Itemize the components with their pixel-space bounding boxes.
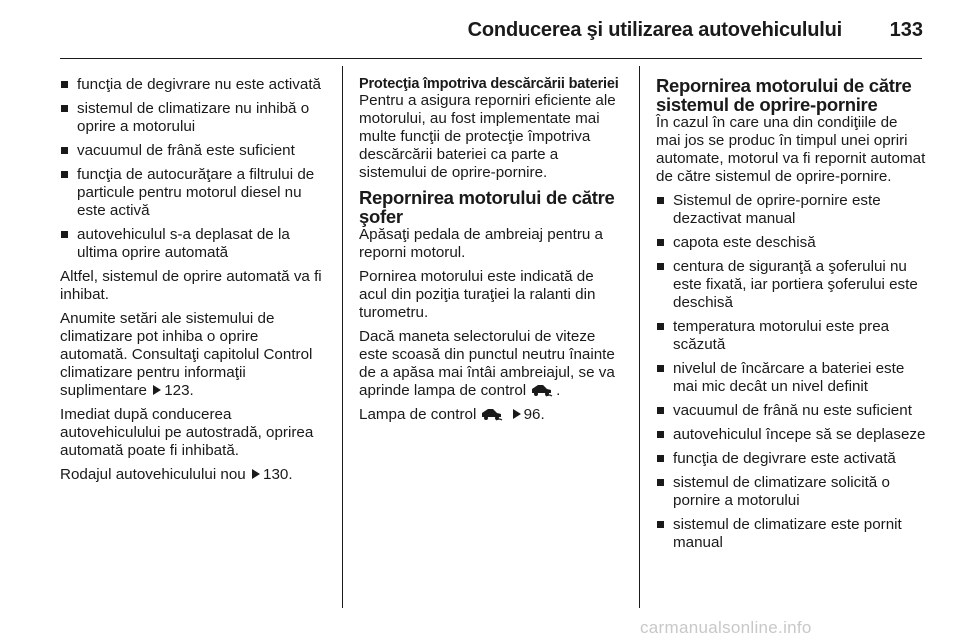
square-bullet-icon (657, 197, 664, 204)
condition-list-1 (60, 76, 328, 262)
list-item: Sistemul de oprire-pornire este dezactivat manual (656, 192, 926, 228)
list-item: sistemul de climatizare solicită o pornire a motorului (656, 474, 926, 510)
page-header (0, 0, 960, 58)
paragraph: În cazul în care una din condiţiile de mai jos se produc în timpul unei opriri automate, motorul va fi repornit automat de către sistemul de oprire-pornire. (656, 114, 926, 185)
list-item: funcţia de degivrare nu este activată (60, 76, 328, 94)
page-reference[interactable]: 96. (511, 406, 545, 423)
car-slip-icon (530, 383, 554, 397)
restart-condition-list (656, 192, 926, 552)
page-title: Conducerea şi utilizarea autovehiculului (467, 19, 842, 41)
list-item: centura de siguranţă a şoferului nu este fixată, iar portiera şoferului este deschisă (656, 258, 926, 312)
paragraph: Lampa de control 96. (359, 406, 545, 423)
square-bullet-icon (61, 147, 68, 154)
column-2 (359, 76, 625, 430)
list-item: capota este deschisă (656, 234, 926, 252)
square-bullet-icon (657, 407, 664, 414)
list-item: nivelul de încărcare a bateriei este mai mic decât un nivel definit (656, 360, 926, 396)
watermark: carmanualsonline.info (640, 618, 812, 637)
paragraph: Dacă maneta selectorului de viteze este scoasă din punctul neutru înainte de a apăsa mai întâi ambreiajul, se va aprinde lampa de control . (359, 328, 615, 399)
car-slip-icon (480, 407, 504, 421)
column-1 (60, 76, 328, 490)
section-heading: Protecţia împotriva descărcării bateriei (359, 76, 619, 92)
list-item: vacuumul de frână nu este suficient (656, 402, 926, 420)
square-bullet-icon (61, 171, 68, 178)
list-item: funcţia de autocurăţare a filtrului de particule pentru motorul diesel nu este activă (60, 166, 328, 220)
paragraph: Rodajul autovehiculului nou 130. (60, 466, 293, 483)
square-bullet-icon (61, 231, 68, 238)
column-divider-1 (342, 66, 343, 608)
list-item: autovehiculul s-a deplasat de la ultima oprire automată (60, 226, 328, 262)
list-item: sistemul de climatizare nu inhibă o oprire a motorului (60, 100, 328, 136)
paragraph: Anumite setări ale sistemului de climatizare pot inhiba o oprire automată. Consultaţi capitolul Control climatizare pentru informaţii suplimentare 123. (60, 310, 313, 399)
square-bullet-icon (657, 431, 664, 438)
square-bullet-icon (61, 81, 68, 88)
list-item: sistemul de climatizare este pornit manual (656, 516, 926, 552)
paragraph: Imediat după conducerea autovehiculului pe autostradă, oprirea automată poate fi inhibată. (60, 406, 314, 459)
square-bullet-icon (657, 521, 664, 528)
column-3 (656, 76, 926, 558)
arrow-right-icon (513, 409, 521, 419)
list-item: funcţia de degivrare este activată (656, 450, 926, 468)
arrow-right-icon (153, 385, 161, 395)
paragraph: Pornirea motorului este indicată de acul din poziţia turaţiei la ralanti din turometru. (359, 268, 596, 321)
square-bullet-icon (657, 239, 664, 246)
paragraph: Pentru a asigura reporniri eficiente ale motorului, au fost implementate mai multe funcţii de protecţie împotriva descărcării bateriei ca parte a sistemului de oprire-pornire. (359, 92, 616, 181)
page-reference[interactable]: 130. (250, 466, 293, 483)
square-bullet-icon (61, 105, 68, 112)
list-item: temperatura motorului este prea scăzută (656, 318, 926, 354)
square-bullet-icon (657, 263, 664, 270)
page-reference[interactable]: 123. (151, 382, 194, 399)
page-number: 133 (889, 19, 923, 41)
paragraph: Altfel, sistemul de oprire automată va fi inhibat. (60, 268, 322, 303)
square-bullet-icon (657, 365, 664, 372)
paragraph: Apăsaţi pedala de ambreiaj pentru a reporni motorul. (359, 226, 604, 261)
column-divider-2 (639, 66, 640, 608)
arrow-right-icon (252, 469, 260, 479)
section-heading: Repornirea motorului de către şofer (359, 187, 615, 227)
section-heading: Repornirea motorului de către sistemul de oprire-pornire (656, 75, 912, 115)
header-rule (60, 58, 922, 59)
square-bullet-icon (657, 455, 664, 462)
list-item: vacuumul de frână este suficient (60, 142, 328, 160)
square-bullet-icon (657, 323, 664, 330)
list-item: autovehiculul începe să se deplaseze (656, 426, 926, 444)
square-bullet-icon (657, 479, 664, 486)
